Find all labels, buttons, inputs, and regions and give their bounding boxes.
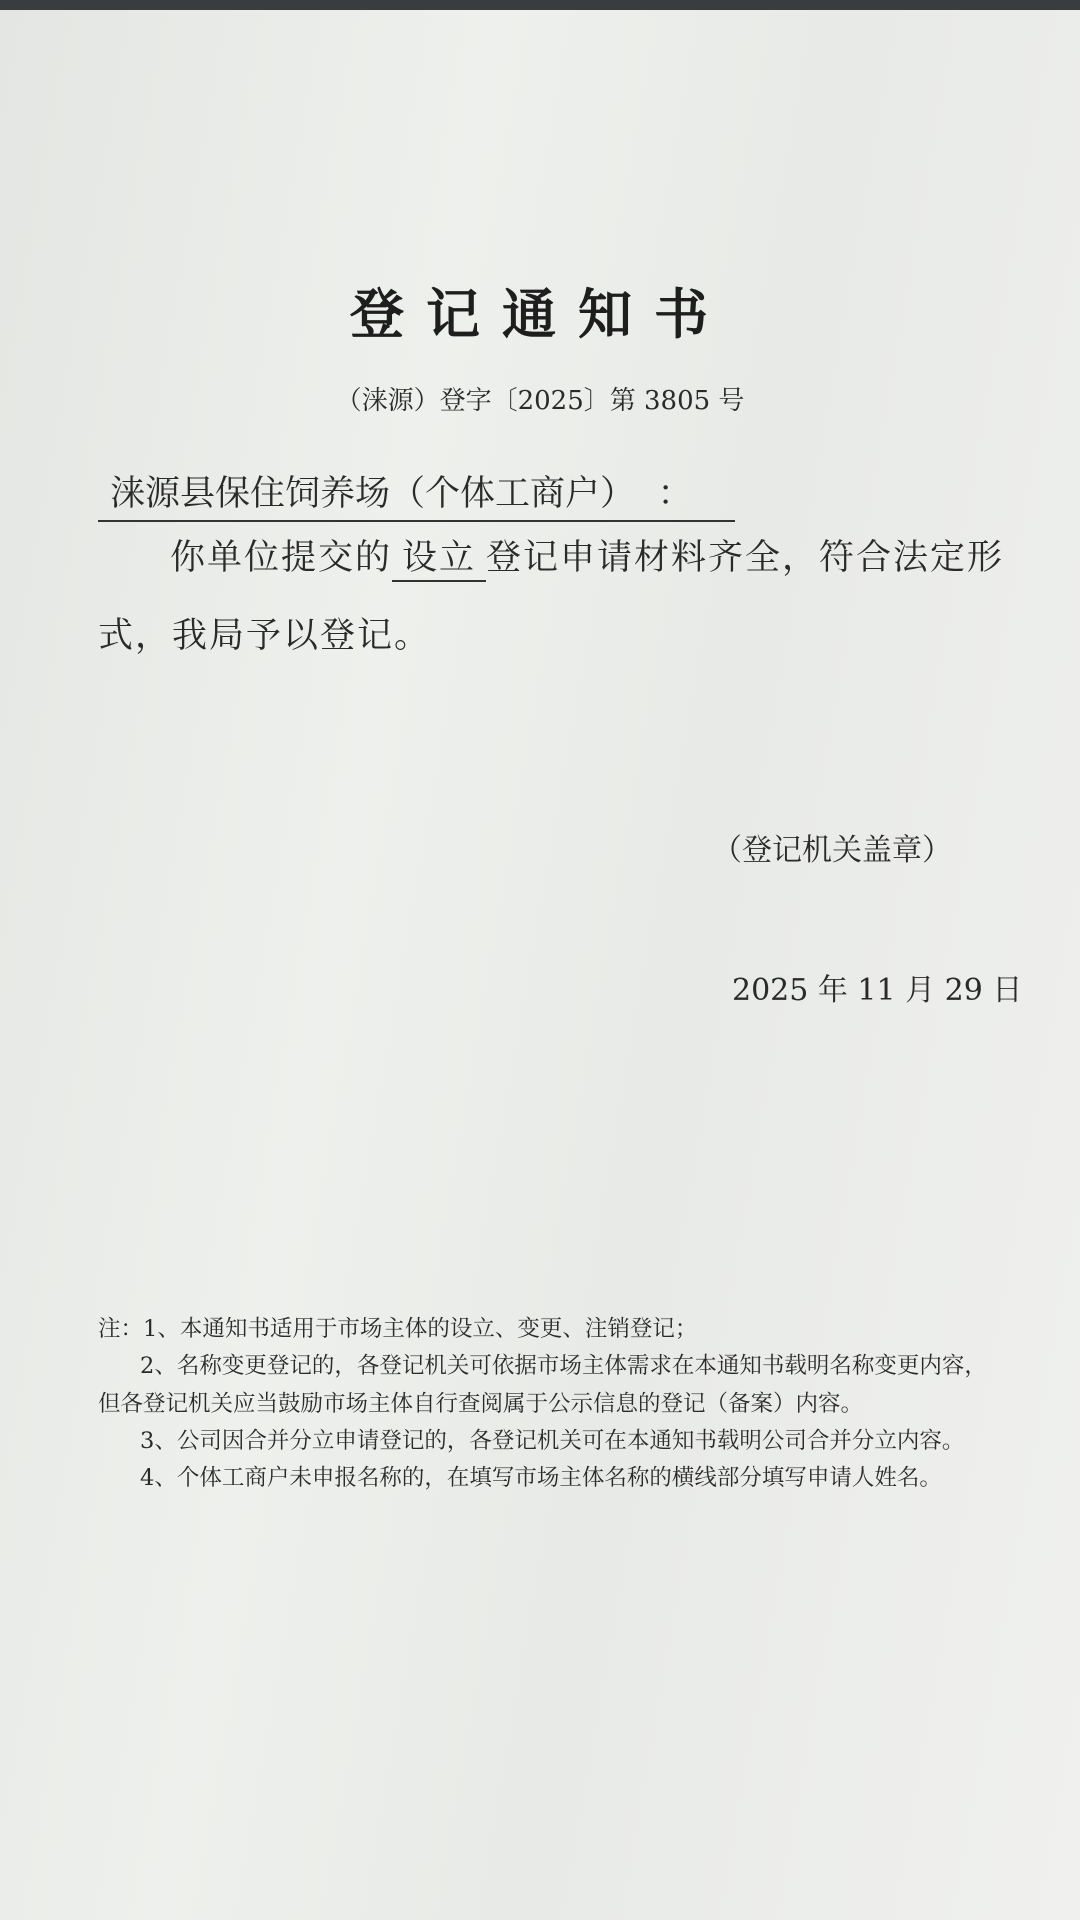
note-2-continued: 但各登记机关应当鼓励市场主体自行查阅属于公示信息的登记（备案）内容。 — [98, 1391, 864, 1417]
body-line-1 — [170, 530, 1004, 582]
reference-number: （涞源）登字〔2025〕第 3805 号 — [335, 386, 745, 416]
note-3: 3、公司因合并分立申请登记的，各登记机关可在本通知书载明公司合并分立内容。 — [140, 1428, 965, 1454]
addressee-name: 涞源县保住饲养场（个体工商户） — [110, 474, 618, 514]
photo-edge — [0, 0, 1080, 10]
document-title: 登记通知书 — [350, 283, 730, 346]
registration-type-fill: 设立 — [392, 530, 486, 582]
body-suffix: 登记申请材料齐全，符合法定形 — [486, 538, 1005, 578]
addressee-line — [98, 466, 735, 522]
note-2: 2、名称变更登记的，各登记机关可依据市场主体需求在本通知书载明名称变更内容， — [140, 1353, 987, 1379]
seal-label: （登记机关盖章） — [712, 833, 952, 868]
body-line-2: 式，我局予以登记。 — [98, 616, 432, 656]
note-1: 注：1、本通知书适用于市场主体的设立、变更、注销登记； — [98, 1316, 698, 1342]
issue-date: 2025 年 11 月 29 日 — [732, 973, 1023, 1008]
note-4: 4、个体工商户未申报名称的，在填写市场主体名称的横线部分填写申请人姓名。 — [140, 1465, 942, 1491]
body-prefix: 你单位提交的 — [170, 538, 393, 578]
addressee-colon: ： — [657, 474, 693, 514]
